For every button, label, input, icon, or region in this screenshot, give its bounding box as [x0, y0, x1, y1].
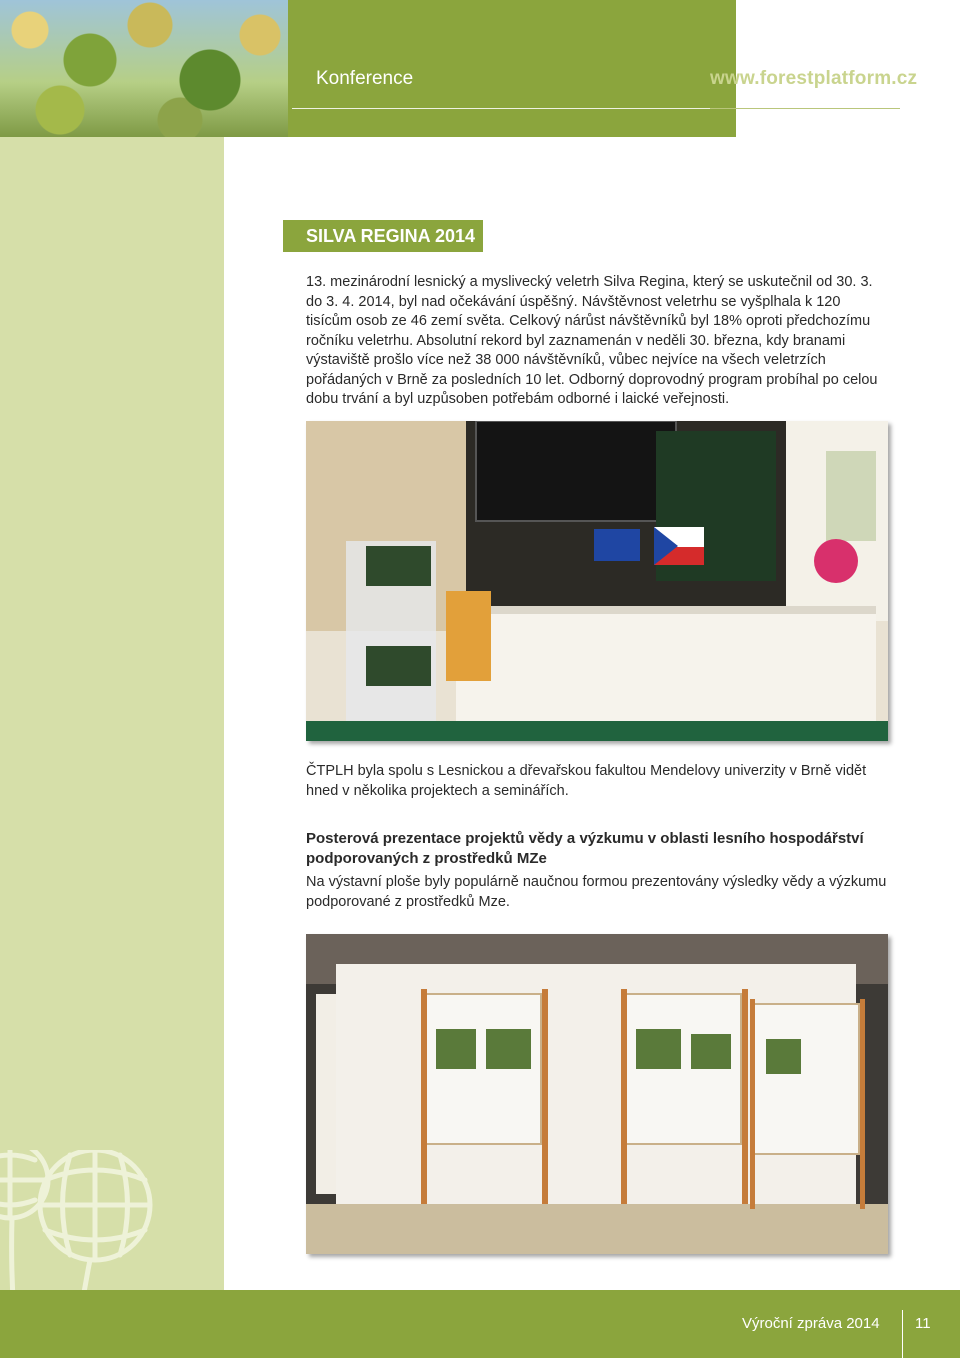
annual-report-label: Výroční zpráva 2014 [742, 1315, 880, 1332]
site-url[interactable]: www.forestplatform.cz [710, 68, 918, 89]
header-tree-photo [0, 0, 288, 137]
section-title: SILVA REGINA 2014 [306, 226, 476, 246]
header-rule [292, 108, 732, 109]
site-url-rule [710, 108, 900, 109]
footer-divider [902, 1310, 903, 1358]
exhibition-stand-photo [306, 421, 888, 741]
intro-paragraph: 13. mezinárodní lesnický a myslivecký veletrh Silva Regina, který se uskutečnil od 30. 3. do 3. 4. 2014, byl nad očekávání úspěšný. Návštěvnost veletrhu se vyšplhala k 120 tisícům osob ze 46 zemí světa. Celkový nárůst návštěvníků byl 18% oproti předchozímu ročníku veletrhu. Absolutní rekord byl zaznamenán v neděli 30. března, kdy branami výstaviště prošlo více než 38 000 návštěvníků, vůbec nejvíce na všech veletrzích pořádaných v Brně za posledních 10 let. Odborný doprovodný program probíhal po celou dobu trvání a byl uzpůsoben potřebám odborné i laické veřejnosti. [306, 274, 878, 407]
poster-presentation-photo [306, 934, 888, 1254]
ctplh-paragraph: ČTPLH byla spolu s Lesnickou a dřevařskou fakultou Mendelovy univerzity v Brně vidět hned v několika projektech a seminářích. [306, 763, 867, 799]
poster-paragraph: Na výstavní ploše byly populárně naučnou formou prezentovány výsledky vědy a výzkumu podporované z prostředků Mze. [306, 874, 887, 910]
section-label: Konference [316, 68, 414, 89]
page-number: 11 [915, 1315, 931, 1332]
poster-subheading: Posterová prezentace projektů vědy a výzkumu v oblasti lesního hospodářství podporovaných z prostředků MZe [306, 830, 864, 867]
